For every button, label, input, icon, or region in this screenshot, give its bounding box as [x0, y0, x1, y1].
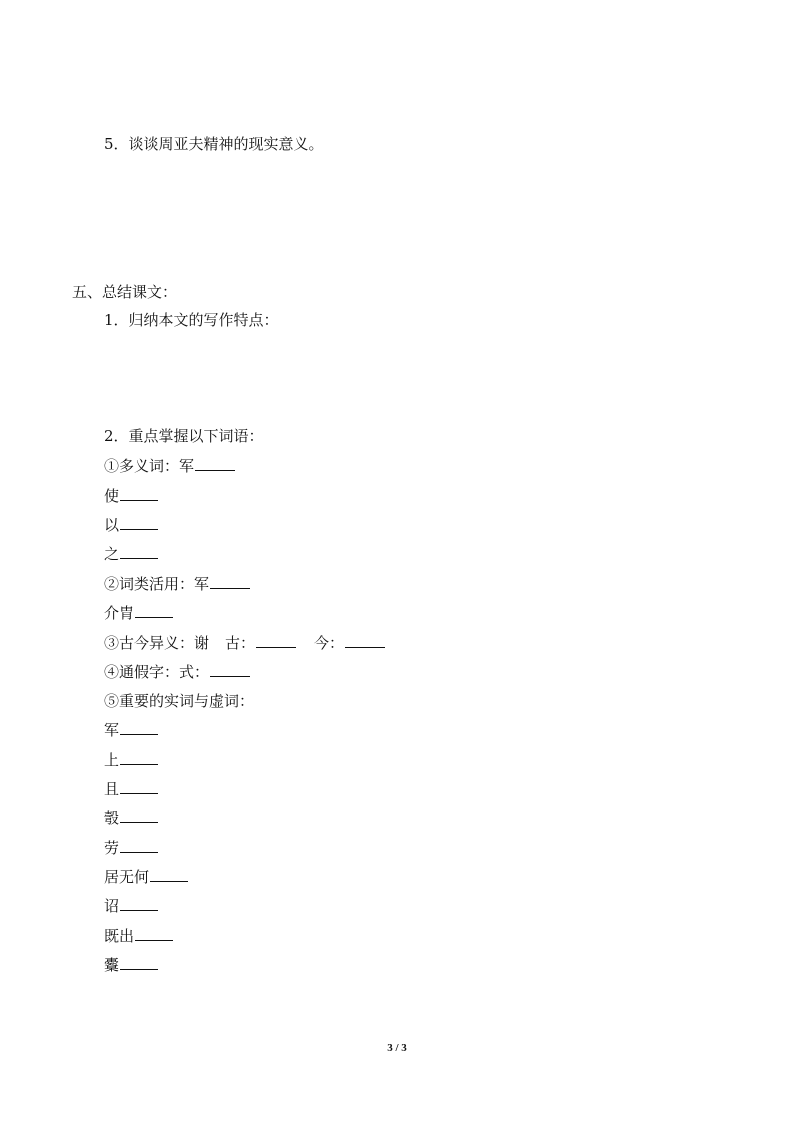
modern-meaning-label: 今：	[314, 634, 345, 652]
key-word-item	[104, 955, 158, 975]
sub-question-2-text: 2．重点掌握以下词语：	[104, 427, 264, 445]
key-words-heading	[104, 691, 254, 711]
loan-character-heading	[104, 662, 250, 682]
page-number: 3 / 3	[387, 1042, 407, 1054]
polysemy-item	[104, 544, 158, 564]
key-word: 櫜	[104, 956, 120, 974]
conversion-item	[104, 603, 173, 623]
key-word: 军	[104, 721, 120, 739]
answer-blank[interactable]	[120, 486, 158, 501]
key-word-item	[104, 808, 158, 828]
sub-question-2	[104, 426, 264, 446]
key-word-item	[104, 750, 158, 770]
answer-blank[interactable]	[120, 896, 158, 911]
key-word: 既出	[104, 927, 135, 945]
key-word: 劳	[104, 839, 120, 857]
section-title	[72, 282, 177, 302]
answer-blank[interactable]	[210, 662, 250, 677]
answer-blank[interactable]	[120, 955, 158, 970]
key-word: 且	[104, 780, 120, 798]
answer-blank[interactable]	[120, 779, 158, 794]
answer-blank[interactable]	[210, 574, 250, 589]
key-word-item	[104, 926, 173, 946]
answer-blank[interactable]	[195, 456, 235, 471]
key-word: 上	[104, 751, 120, 769]
conversion-word: 介胄	[104, 604, 135, 622]
polysemy-label: ①多义词：军	[104, 457, 195, 475]
polysemy-word: 之	[104, 545, 120, 563]
conversion-label: ②词类活用：军	[104, 575, 210, 593]
sub-question-1-text: 1．归纳本文的写作特点：	[104, 311, 279, 329]
section-title-text: 五、总结课文：	[72, 283, 178, 301]
key-word-item	[104, 838, 158, 858]
answer-blank[interactable]	[120, 720, 158, 735]
key-word-item	[104, 867, 188, 887]
key-word-item	[104, 896, 158, 916]
answer-blank[interactable]	[135, 926, 173, 941]
polysemy-word: 使	[104, 487, 120, 505]
key-words-label: ⑤重要的实词与虚词：	[104, 692, 255, 710]
key-word-item	[104, 720, 158, 740]
conversion-heading	[104, 574, 250, 594]
answer-blank[interactable]	[120, 544, 158, 559]
answer-blank[interactable]	[135, 603, 173, 618]
polysemy-item	[104, 515, 158, 535]
answer-blank[interactable]	[256, 633, 296, 648]
polysemy-item	[104, 486, 158, 506]
polysemy-word: 以	[104, 516, 120, 534]
key-word: 彀	[104, 809, 120, 827]
answer-blank[interactable]	[150, 867, 188, 882]
answer-blank[interactable]	[120, 515, 158, 530]
answer-blank[interactable]	[120, 808, 158, 823]
ancient-modern-heading	[104, 633, 385, 653]
key-word-item	[104, 779, 158, 799]
key-word: 诏	[104, 897, 120, 915]
answer-blank[interactable]	[120, 838, 158, 853]
ancient-meaning-label: 古：	[225, 634, 256, 652]
ancient-modern-label: ③古今异义：谢	[104, 634, 210, 652]
loan-character-label: ④通假字：式：	[104, 663, 210, 681]
answer-blank[interactable]	[120, 750, 158, 765]
question-5	[104, 134, 324, 154]
key-word: 居无何	[104, 868, 150, 886]
answer-blank[interactable]	[345, 633, 385, 648]
question-5-text: 5．谈谈周亚夫精神的现实意义。	[104, 135, 324, 153]
polysemy-heading	[104, 456, 235, 476]
sub-question-1	[104, 310, 279, 330]
